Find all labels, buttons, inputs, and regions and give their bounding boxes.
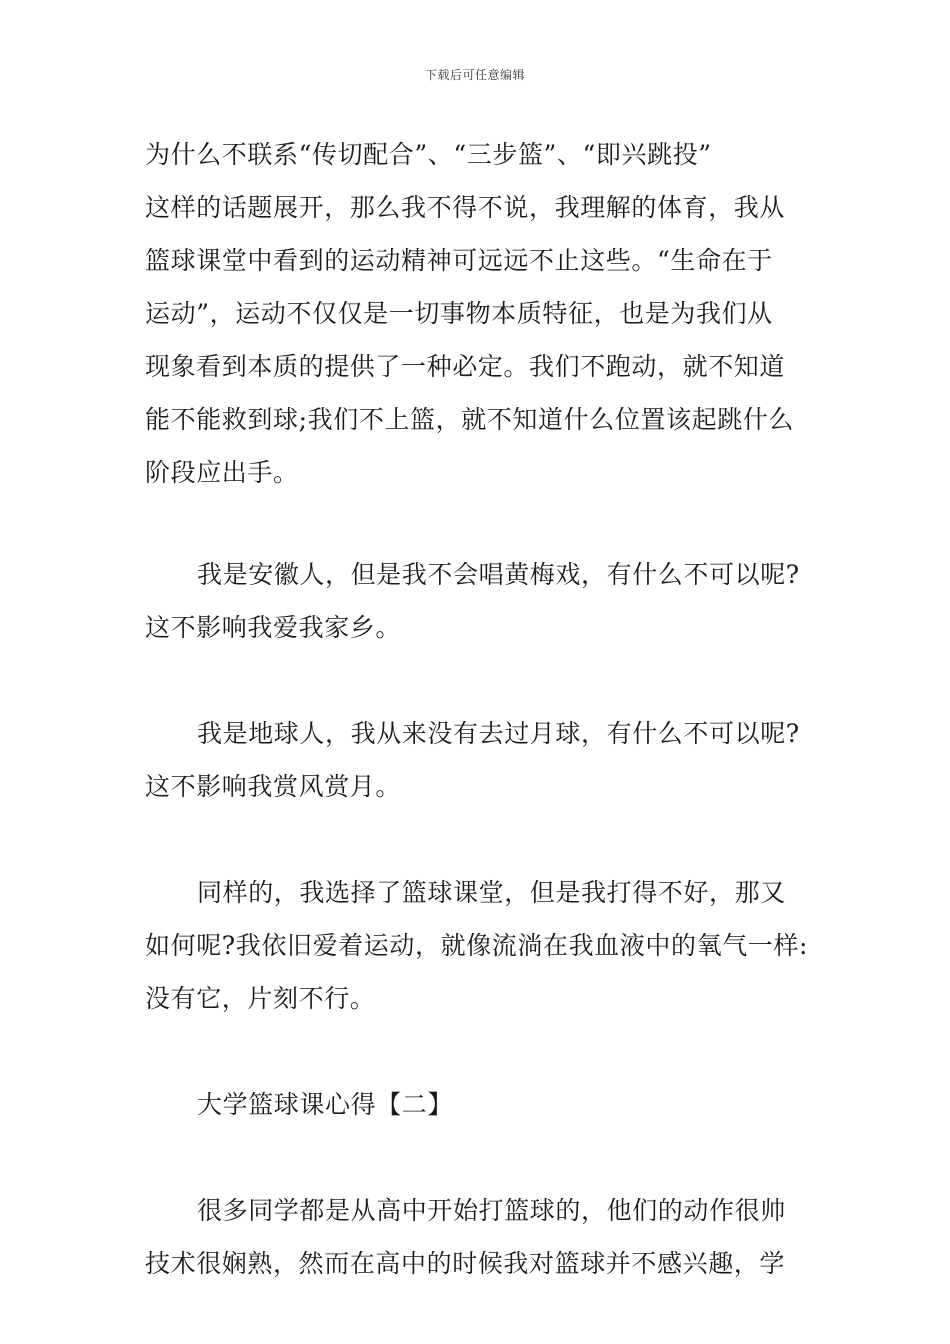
paragraph-2 xyxy=(145,548,810,654)
text-line: 这不影响我爱我家乡。 xyxy=(145,613,402,642)
page-header: 下载后可任意编辑 xyxy=(424,68,525,82)
text-line: 没有它，片刻不行。 xyxy=(145,984,376,1013)
heading-text: 大学篮球课心得【二】 xyxy=(197,1090,454,1119)
text-line: 运动”，运动不仅仅是一切事物本质特征，也是为我们从 xyxy=(145,299,773,328)
text-line: 现象看到本质的提供了一种必定。我们不跑动，就不知道 xyxy=(145,352,786,381)
paragraph-3 xyxy=(145,707,810,813)
text-line: 阶段应出手。 xyxy=(145,458,299,487)
text-line: 能不能救到球;我们不上篮，就不知道什么位置该起跳什么 xyxy=(145,405,795,434)
text-line: 如何呢?我依旧爱着运动，就像流淌在我血液中的氧气一样: xyxy=(145,931,809,960)
section-heading xyxy=(145,1078,810,1131)
paragraph-4 xyxy=(145,866,810,1025)
text-line: 为什么不联系“传切配合”、“三步篮”、“即兴跳投” xyxy=(145,140,712,169)
text-line: 同样的，我选择了篮球课堂，但是我打得不好，那又 xyxy=(197,878,786,907)
text-line: 篮球课堂中看到的运动精神可远远不止这些。“生命在于 xyxy=(145,246,773,275)
paragraph-1 xyxy=(145,128,810,499)
text-line: 我是安徽人，但是我不会唱黄梅戏，有什么不可以呢? xyxy=(197,560,800,589)
text-line: 这样的话题展开，那么我不得不说，我理解的体育，我从 xyxy=(145,193,786,222)
paragraph-5 xyxy=(145,1184,810,1290)
document-body xyxy=(145,128,810,1290)
text-line: 我是地球人，我从来没有去过月球，有什么不可以呢? xyxy=(197,719,800,748)
text-line: 很多同学都是从高中开始打篮球的，他们的动作很帅 xyxy=(197,1196,786,1225)
text-line: 这不影响我赏风赏月。 xyxy=(145,772,402,801)
text-line: 技术很娴熟，然而在高中的时候我对篮球并不感兴趣，学 xyxy=(145,1249,786,1278)
